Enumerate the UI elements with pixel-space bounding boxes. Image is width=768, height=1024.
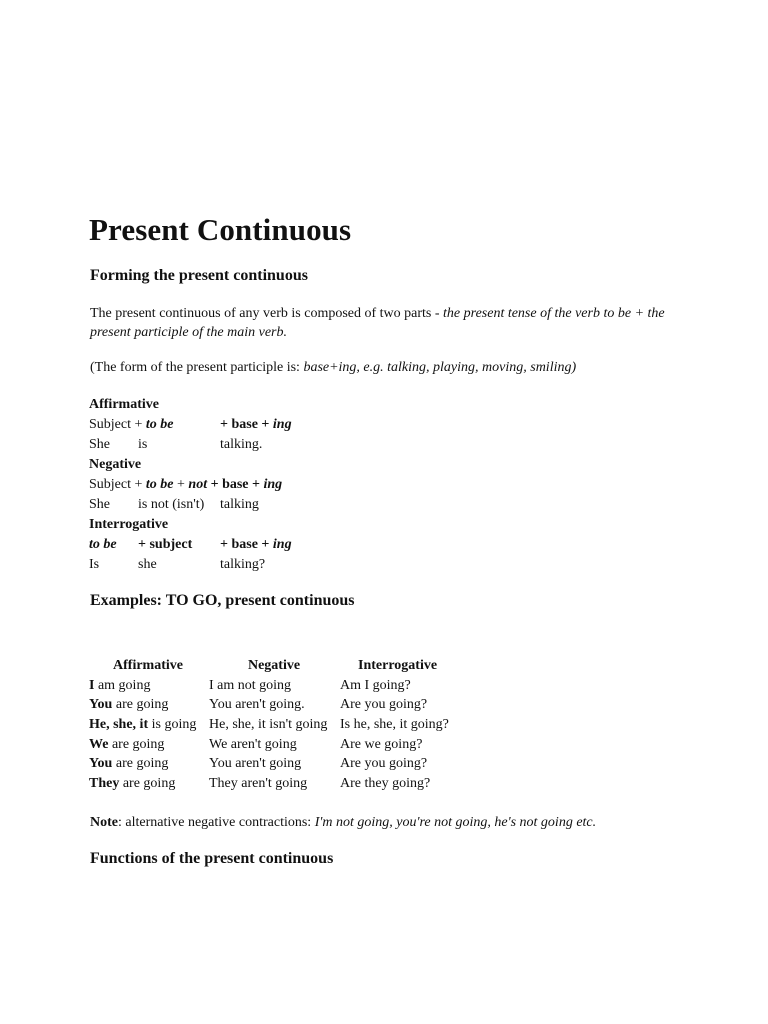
formula-ing: ing bbox=[272, 417, 292, 432]
example-subject: She bbox=[89, 497, 110, 512]
interrogative-formula-tobe bbox=[89, 535, 117, 555]
section-heading-forming: Forming the present continuous bbox=[90, 267, 308, 284]
cell-affirmative bbox=[89, 754, 207, 774]
cell-affirmative bbox=[89, 715, 207, 735]
example-participle: talking. bbox=[220, 437, 263, 452]
formula-ing: ing bbox=[263, 477, 283, 492]
section-heading-functions: Functions of the present continuous bbox=[90, 850, 334, 867]
negative-label: Negative bbox=[89, 457, 142, 472]
example-participle: talking? bbox=[220, 557, 266, 572]
formula-to-be: to be bbox=[145, 417, 174, 432]
example-subject: She bbox=[89, 437, 110, 452]
formula-subject: Subject + bbox=[89, 477, 146, 492]
note-text: : alternative negative contractions: bbox=[118, 815, 315, 830]
pronoun: I bbox=[89, 677, 95, 693]
formula-base: + base + bbox=[220, 417, 273, 432]
cell-negative: You aren't going. bbox=[209, 697, 305, 713]
pronoun: You bbox=[89, 697, 113, 713]
interrogative-formula-base bbox=[220, 535, 292, 555]
intro-paragraph bbox=[90, 304, 690, 342]
formula-not: not bbox=[188, 477, 208, 492]
cell-affirmative bbox=[89, 695, 207, 715]
header-interrogative: Interrogative bbox=[358, 658, 438, 673]
verb-phrase: are going bbox=[112, 756, 169, 772]
formula-subject: Subject + bbox=[89, 417, 146, 432]
page-title: Present Continuous bbox=[89, 212, 352, 247]
pronoun: He, she, it bbox=[89, 717, 149, 733]
cell-affirmative bbox=[89, 735, 207, 755]
cell-negative: He, she, it isn't going bbox=[209, 717, 328, 733]
cell-interrogative: Are you going? bbox=[340, 697, 428, 713]
cell-interrogative: Are we going? bbox=[340, 736, 423, 752]
cell-negative: They aren't going bbox=[209, 776, 308, 792]
cell-negative: I am not going bbox=[209, 677, 292, 693]
section-heading-examples: Examples: TO GO, present continuous bbox=[90, 592, 355, 609]
example-verb: is bbox=[138, 437, 148, 452]
pronoun: They bbox=[89, 776, 120, 792]
cell-interrogative: Am I going? bbox=[340, 677, 411, 693]
formula-base: + base + bbox=[207, 477, 264, 492]
example-subject: she bbox=[138, 557, 157, 572]
formula-to-be: to be bbox=[89, 537, 117, 552]
participle-text: (The form of the present participle is: bbox=[90, 360, 304, 375]
example-verb: is not (isn't) bbox=[138, 497, 205, 512]
pronoun: We bbox=[89, 736, 109, 752]
formula-subject: + subject bbox=[138, 537, 193, 552]
cell-interrogative: Is he, she, it going? bbox=[340, 717, 449, 733]
participle-paragraph bbox=[90, 358, 690, 377]
affirmative-label: Affirmative bbox=[89, 397, 159, 412]
intro-text: The present continuous of any verb is composed of two parts - bbox=[90, 306, 444, 321]
verb-phrase: are going bbox=[112, 697, 169, 713]
cell-negative: You aren't going bbox=[209, 756, 302, 772]
participle-italic-text: base+ing, e.g. talking, playing, moving, smiling) bbox=[303, 360, 577, 375]
header-negative: Negative bbox=[247, 658, 301, 673]
example-participle: talking bbox=[220, 497, 259, 512]
cell-negative: We aren't going bbox=[209, 736, 297, 752]
cell-affirmative bbox=[89, 676, 207, 696]
formula-ing: ing bbox=[272, 537, 292, 552]
cell-interrogative: Are they going? bbox=[340, 776, 431, 792]
affirmative-formula bbox=[89, 415, 174, 435]
verb-phrase: are going bbox=[108, 736, 165, 752]
negative-formula bbox=[89, 475, 282, 495]
interrogative-label: Interrogative bbox=[89, 517, 169, 532]
formula-plus: + bbox=[173, 477, 189, 492]
formula-to-be: to be bbox=[145, 477, 174, 492]
verb-phrase: are going bbox=[119, 776, 176, 792]
interrogative-formula-subject bbox=[138, 535, 192, 555]
header-affirmative: Affirmative bbox=[113, 658, 183, 673]
note-italic-text: I'm not going, you're not going, he's not going etc. bbox=[314, 815, 597, 830]
note-paragraph bbox=[90, 813, 690, 832]
note-label: Note bbox=[90, 815, 118, 830]
cell-affirmative bbox=[89, 774, 207, 794]
pronoun: You bbox=[89, 756, 113, 772]
affirmative-formula-base bbox=[220, 415, 292, 435]
verb-phrase: is going bbox=[148, 717, 197, 733]
verb-phrase: am going bbox=[94, 677, 151, 693]
example-verb: Is bbox=[89, 557, 100, 572]
cell-interrogative: Are you going? bbox=[340, 756, 428, 772]
intro-italic-text: the present tense of the verb to be + the present participle of the main verb. bbox=[90, 306, 665, 340]
formula-base: + base + bbox=[220, 537, 273, 552]
